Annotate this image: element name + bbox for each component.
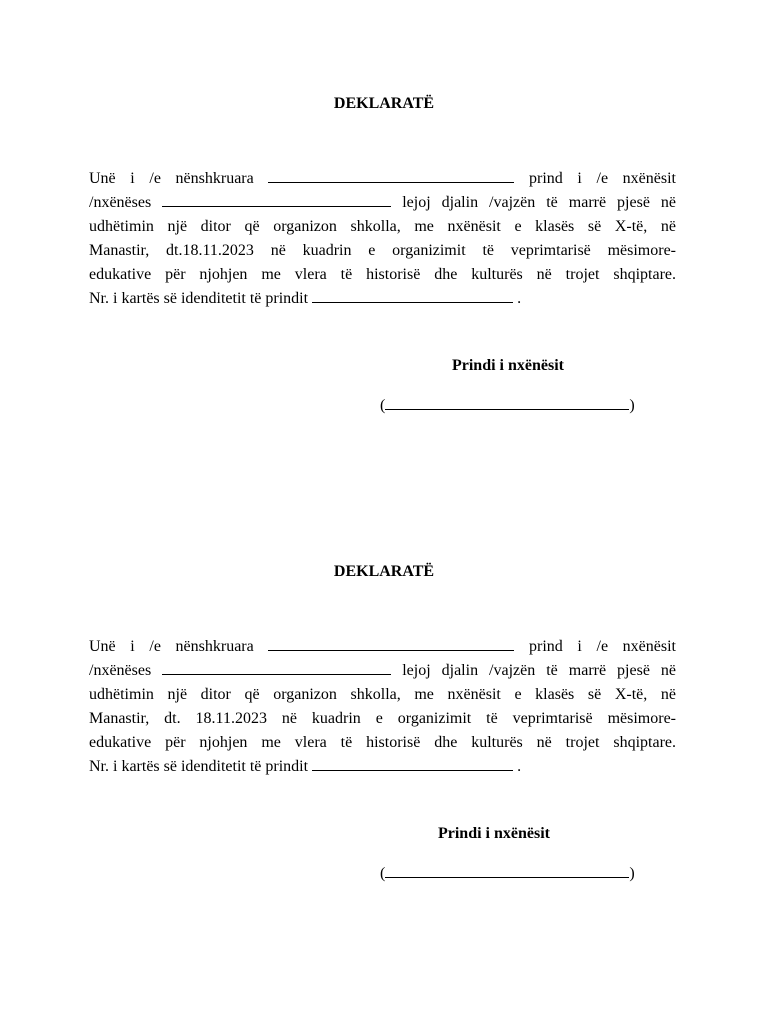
- id-card-number-blank[interactable]: [312, 755, 513, 771]
- signature-label: Prindi i nxënësit: [451, 357, 564, 374]
- body-line-1: [89, 167, 676, 191]
- parent-name-blank[interactable]: [268, 635, 514, 651]
- text-segment: prind i /e nxënësit: [529, 638, 676, 655]
- paren-open: (: [380, 865, 386, 882]
- signature-blank[interactable]: [385, 394, 629, 410]
- body-line-5: edukative për njohjen me vlera të historisë dhe kulturës në trojet shqiptare.: [89, 734, 676, 751]
- paren-close: ): [629, 865, 635, 882]
- text-segment: lejoj djalin /vajzën të marrë pjesë në: [402, 662, 677, 679]
- text-segment: .: [517, 290, 522, 307]
- body-line-5: edukative për njohjen me vlera të historisë dhe kulturës në trojet shqiptare.: [89, 266, 676, 283]
- student-name-blank[interactable]: [162, 191, 391, 207]
- body-line-3: udhëtimin një ditor që organizon shkolla, me nxënësit e klasës së X-të, në: [89, 218, 676, 235]
- body-line-6: [89, 287, 676, 311]
- text-segment: lejoj djalin /vajzën të marrë pjesë në: [402, 194, 677, 211]
- text-segment: /nxënëses: [89, 662, 152, 679]
- declaration-body: [89, 635, 676, 779]
- paren-close: ): [629, 397, 635, 414]
- body-line-4: Manastir, dt.18.11.2023 në kuadrin e organizimit të veprimtarisë mësimore-: [89, 242, 676, 259]
- signature-label: Prindi i nxënësit: [437, 825, 550, 842]
- text-segment: .: [517, 758, 522, 775]
- text-segment: /nxënëses: [89, 194, 152, 211]
- text-segment: Nr. i kartës së idenditetit të prindit: [89, 758, 309, 775]
- text-segment: Unë i /e nënshkruara: [89, 170, 254, 187]
- declaration-title: DEKLARATË: [333, 563, 435, 580]
- body-line-2: [89, 659, 676, 683]
- text-segment: prind i /e nxënësit: [529, 170, 676, 187]
- text-segment: Nr. i kartës së idenditetit të prindit: [89, 290, 309, 307]
- declaration-title: DEKLARATË: [333, 95, 435, 112]
- body-line-2: [89, 191, 676, 215]
- signature-line: [380, 394, 638, 416]
- text-segment: Unë i /e nënshkruara: [89, 638, 254, 655]
- body-line-4: Manastir, dt. 18.11.2023 në kuadrin e organizimit të veprimtarisë mësimore-: [89, 710, 676, 727]
- student-name-blank[interactable]: [162, 659, 391, 675]
- parent-name-blank[interactable]: [268, 167, 514, 183]
- declaration-body: [89, 167, 676, 311]
- signature-line: [380, 862, 638, 884]
- id-card-number-blank[interactable]: [312, 287, 513, 303]
- signature-blank[interactable]: [385, 862, 629, 878]
- body-line-3: udhëtimin një ditor që organizon shkolla, me nxënësit e klasës së X-të, në: [89, 686, 676, 703]
- paren-open: (: [380, 397, 386, 414]
- body-line-6: [89, 755, 676, 779]
- body-line-1: [89, 635, 676, 659]
